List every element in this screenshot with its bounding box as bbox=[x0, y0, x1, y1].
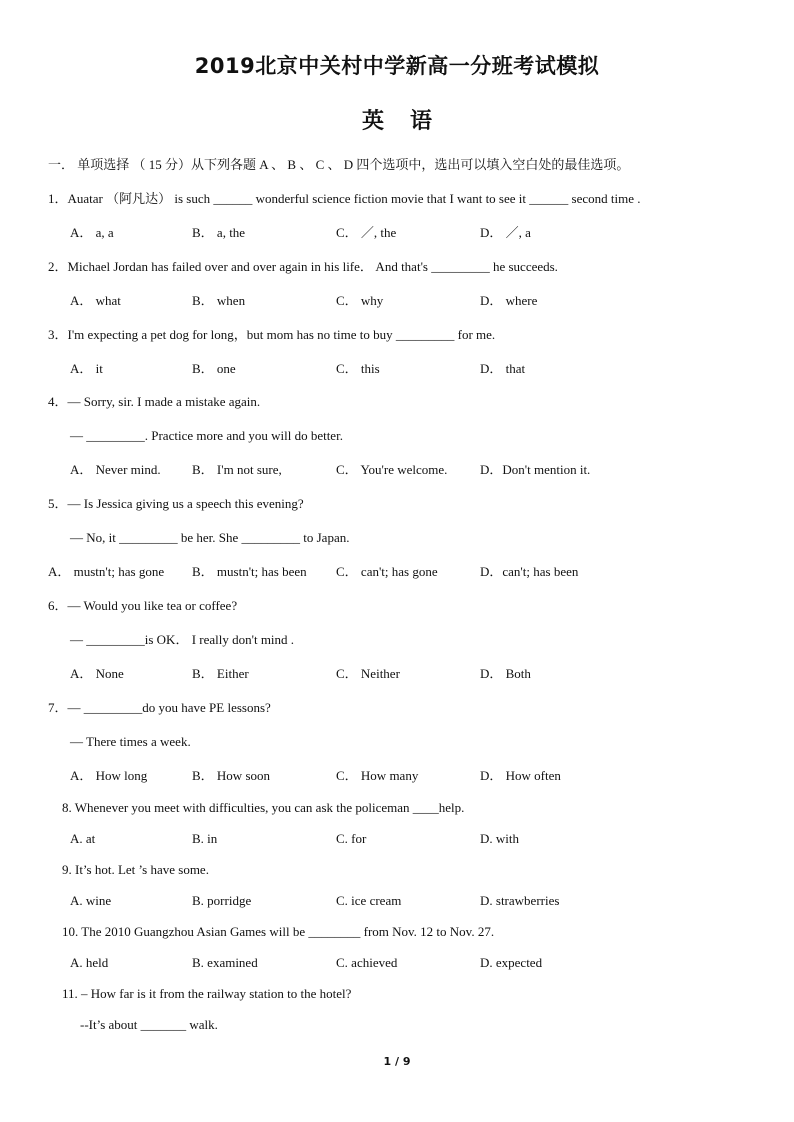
q4-option-a: A． Never mind. bbox=[70, 462, 161, 477]
q10-option-d: D. expected bbox=[480, 955, 543, 970]
q3-option-a: A． it bbox=[70, 361, 103, 376]
question-5-response: — No, it _________ be her. She _________ to Japan. bbox=[70, 530, 350, 545]
q10-option-a: A. held bbox=[70, 955, 109, 970]
q4-option-c: C． You're welcome. bbox=[336, 462, 448, 477]
q7-option-a: A． How long bbox=[70, 768, 148, 783]
q9-option-d: D. strawberries bbox=[480, 893, 560, 908]
q6-option-b: B． Either bbox=[192, 666, 249, 681]
subject-title: 英语 bbox=[361, 109, 458, 134]
question-7-response: — There times a week. bbox=[70, 734, 191, 749]
q9-option-b: B. porridge bbox=[192, 893, 252, 908]
q2-option-a: A． what bbox=[70, 293, 121, 308]
question-4-response: — _________. Practice more and you will do better. bbox=[70, 428, 343, 443]
q1-option-b: B． a, the bbox=[192, 225, 246, 240]
q3-option-b: B． one bbox=[192, 361, 236, 376]
q4-option-b: B． I'm not sure, bbox=[192, 462, 282, 477]
question-6-response: — _________is OK． I really don't mind . bbox=[70, 632, 295, 647]
q6-option-c: C． Neither bbox=[336, 666, 400, 681]
q3-option-c: C． this bbox=[336, 361, 380, 376]
q8-option-d: D. with bbox=[480, 831, 519, 846]
section-heading: 一． 单项选择 （ 15 分）从下列各题 A 、 B 、 C 、 D 四个选项中，选出可以填入空白处的最佳选项。 bbox=[48, 157, 630, 172]
q9-option-a: A. wine bbox=[70, 893, 112, 908]
q3-option-d: D． that bbox=[480, 361, 526, 376]
q9-option-c: C. ice cream bbox=[336, 893, 402, 908]
question-10: 10. The 2010 Guangzhou Asian Games will be ________ from Nov. 12 to Nov. 27. bbox=[62, 924, 495, 939]
question-11: 11. – How far is it from the railway station to the hotel? bbox=[62, 986, 352, 1001]
q8-option-a: A. at bbox=[70, 831, 96, 846]
q10-option-c: C. achieved bbox=[336, 955, 398, 970]
q8-option-b: B. in bbox=[192, 831, 218, 846]
q5-option-b: B． mustn't; has been bbox=[192, 564, 307, 579]
question-3: 3．I'm expecting a pet dog for long，but mom has no time to buy _________ for me. bbox=[48, 327, 496, 342]
q5-option-a: A． mustn't; has gone bbox=[48, 564, 165, 579]
q5-option-c: C． can't; has gone bbox=[336, 564, 438, 579]
q1-option-a: A． a, a bbox=[70, 225, 114, 240]
q2-option-b: B． when bbox=[192, 293, 246, 308]
page-number: 1 / 9 bbox=[383, 1055, 411, 1068]
page-title: 2019北京中关村中学新高一分班考试模拟 bbox=[194, 54, 600, 78]
q1-option-c: C． ／, the bbox=[336, 225, 397, 240]
q4-option-d: D．Don't mention it. bbox=[480, 462, 591, 477]
q8-option-c: C. for bbox=[336, 831, 367, 846]
q6-option-d: D． Both bbox=[480, 666, 531, 681]
q7-option-b: B． How soon bbox=[192, 768, 271, 783]
question-9: 9. It’s hot. Let ’s have some. bbox=[62, 862, 209, 877]
question-8: 8. Whenever you meet with difficulties, you can ask the policeman ____help. bbox=[62, 800, 465, 815]
q1-option-d: D． ／, a bbox=[480, 225, 531, 240]
q2-option-c: C． why bbox=[336, 293, 384, 308]
question-7: 7．— _________do you have PE lessons? bbox=[48, 700, 271, 715]
question-11-response: --It’s about _______ walk. bbox=[80, 1017, 218, 1032]
question-5: 5．— Is Jessica giving us a speech this evening? bbox=[48, 496, 304, 511]
q6-option-a: A． None bbox=[70, 666, 124, 681]
question-1: 1．Auatar （阿凡达） is such ______ wonderful science fiction movie that I want to see it ______ second time . bbox=[48, 191, 641, 206]
q5-option-d: D．can't; has been bbox=[480, 564, 579, 579]
q10-option-b: B. examined bbox=[192, 955, 258, 970]
question-4: 4．— Sorry, sir. I made a mistake again. bbox=[48, 394, 261, 409]
question-6: 6．— Would you like tea or coffee? bbox=[48, 598, 238, 613]
question-2: 2．Michael Jordan has failed over and over again in his life． And that's _________ he succeeds. bbox=[48, 259, 558, 274]
q7-option-d: D． How often bbox=[480, 768, 561, 783]
q7-option-c: C． How many bbox=[336, 768, 419, 783]
q2-option-d: D． where bbox=[480, 293, 538, 308]
